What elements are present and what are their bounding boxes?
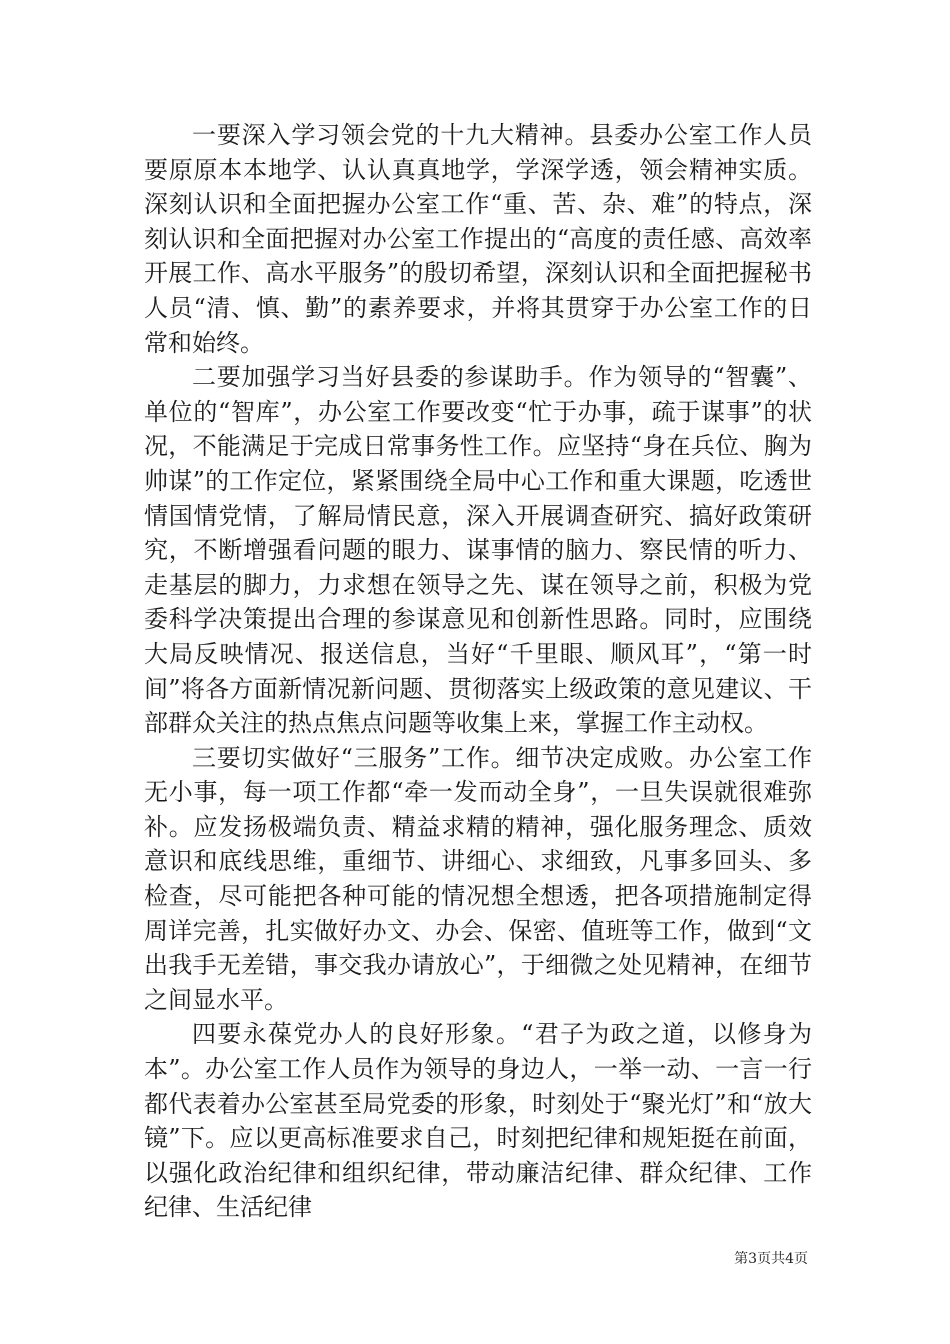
- document-body: [144, 118, 812, 1225]
- paragraph-2: 二要加强学习当好县委的参谋助手。作为领导的“智囊”、单位的“智库”，办公室工作要改变“忙于办事，疏于谋事”的状况，不能满足于完成日常事务性工作。应坚持“身在兵位、胸为帅谋”的工作定位，紧紧围绕全局中心工作和重大课题，吃透世情国情党情，了解局情民意，深入开展调查研究、搞好政策研究，不断增强看问题的眼力、谋事情的脑力、察民情的听力、走基层的脚力，力求想在领导之先、谋在领导之前，积极为党委科学决策提出合理的参谋意见和创新性思路。同时，应围绕大局反映情况、报送信息，当好“千里眼、顺风耳”，“第一时间”将各方面新情况新问题、贯彻落实上级政策的意见建议、干部群众关注的热点焦点问题等收集上来，掌握工作主动权。: [144, 363, 812, 738]
- paragraph-1: 一要深入学习领会党的十九大精神。县委办公室工作人员要原原本本地学、认认真真地学，学深学透，领会精神实质。深刻认识和全面把握办公室工作“重、苦、杂、难”的特点，深刻认识和全面把握对办公室工作提出的“高度的责任感、高效率开展工作、高水平服务”的殷切希望，深刻认识和全面把握秘书人员“清、慎、勤”的素养要求，并将其贯穿于办公室工作的日常和始终。: [144, 121, 812, 357]
- page-number-footer: 第3页共4页: [734, 1251, 808, 1267]
- paragraph-4: 四要永葆党办人的良好形象。“君子为政之道，以修身为本”。办公室工作人员作为领导的身边人，一举一动、一言一行都代表着办公室甚至局党委的形象，时刻处于“聚光灯”和“放大镜”下。应以更高标准要求自己，时刻把纪律和规矩挺在前面，以强化政治纪律和组织纪律，带动廉洁纪律、群众纪律、工作纪律、生活纪律: [144, 1020, 812, 1222]
- paragraph-3: 三要切实做好“三服务”工作。细节决定成败。办公室工作无小事，每一项工作都“牵一发而动全身”，一旦失误就很难弥补。应发扬极端负责、精益求精的精神，强化服务理念、质效意识和底线思维，重细节、讲细心、求细致，凡事多回头、多检查，尽可能把各种可能的情况想全想透，把各项措施制定得周详完善，扎实做好办文、办会、保密、值班等工作，做到“文出我手无差错，事交我办请放心”，于细微之处见精神，在细节之间显水平。: [144, 743, 812, 1014]
